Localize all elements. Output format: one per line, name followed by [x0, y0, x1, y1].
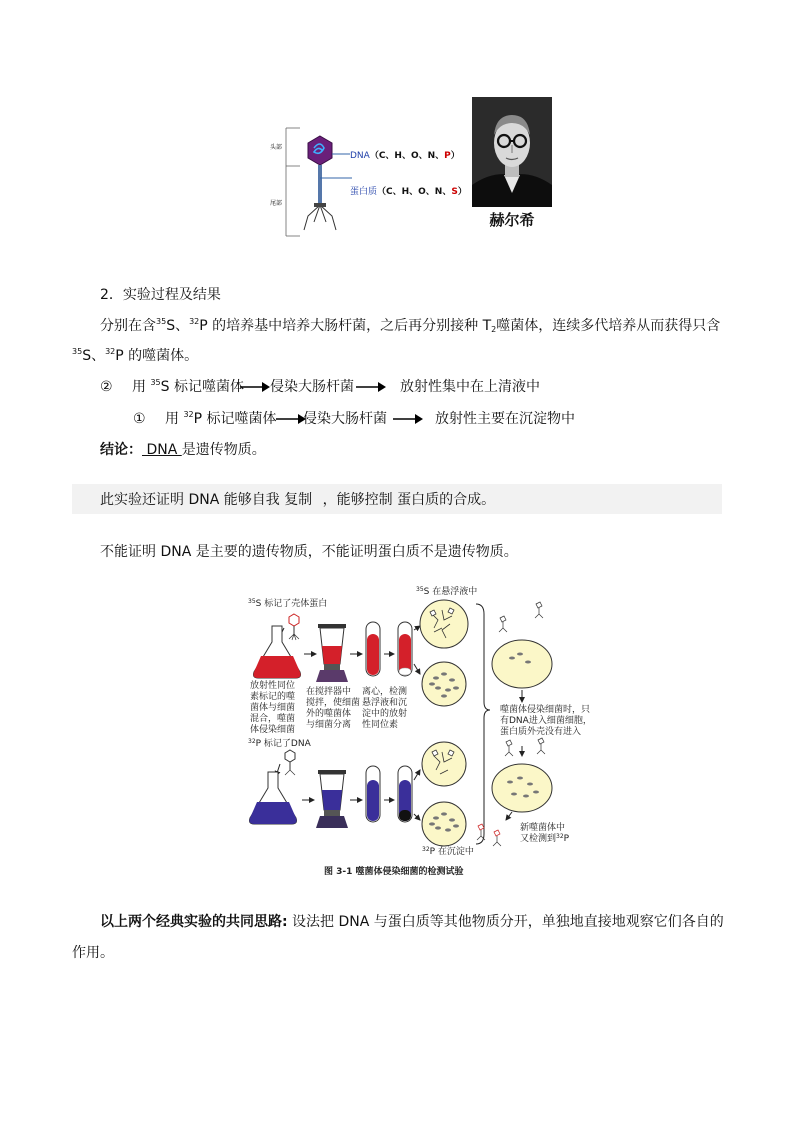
- intro-line-2: [72, 346, 198, 366]
- arrow-right-icon: [276, 413, 306, 425]
- blender-s35: [316, 624, 348, 682]
- intro-text-c: 噬菌体，连续多代培养从而获得只含: [496, 318, 721, 334]
- new-phage-text: 新噬菌体中 又检测到$^{32}$P: [520, 823, 570, 844]
- phage-structure-illustration: [270, 118, 470, 242]
- right-phages-top: [499, 602, 543, 632]
- note-a: 此实验还证明 DNA 能够自我: [100, 492, 280, 508]
- isotope-35-b: 35: [72, 347, 83, 356]
- conclusion-rest: 是遗传物质。: [181, 442, 266, 458]
- dna-composition: [350, 148, 460, 161]
- final-line-2: 作用。: [72, 945, 114, 961]
- tail-label: 尾部: [270, 200, 283, 207]
- step-label: [165, 409, 277, 429]
- tube-p32-b: [398, 766, 412, 822]
- step-result: 放射性集中在上清液中: [400, 379, 540, 395]
- step-iso: S 标记噬菌体: [160, 379, 244, 395]
- s35-label: $^{35}$S 标记了壳体蛋白: [248, 598, 328, 609]
- note-blank-1: 复制: [284, 492, 313, 508]
- step-iso: P 标记噬菌体: [193, 411, 277, 427]
- section-heading: 2．实验过程及结果: [100, 287, 221, 303]
- intro-line2-end: P 的噬菌体。: [115, 348, 199, 364]
- p32-sediment-label: $^{32}$P 在沉淀中: [422, 846, 474, 857]
- protein-highlight: S: [451, 187, 458, 197]
- step-row-p32: [133, 409, 733, 429]
- step-marker: ②: [100, 379, 113, 395]
- step-pre: 用: [165, 411, 179, 427]
- phage-icon: [289, 614, 299, 640]
- intro-s: S、: [166, 318, 190, 334]
- step-marker: ①: [133, 411, 146, 427]
- flask-p32: [250, 772, 297, 824]
- note-c: 的合成。: [439, 492, 496, 508]
- final-label: 以上两个经典实验的共同思路:: [100, 914, 288, 930]
- tube-p32-a: [366, 766, 380, 822]
- conclusion-blank: DNA: [142, 442, 182, 458]
- supernatant-circle-s35: [420, 600, 468, 648]
- t2-subscript: 2: [491, 325, 497, 334]
- intro-s-b: S、: [82, 348, 106, 364]
- phage-diagram: [270, 118, 470, 242]
- lysed-bacterium: [492, 764, 552, 812]
- intro-text-b: P 的培养基中培养大肠杆菌，之后再分别接种 T: [199, 318, 492, 334]
- step-result: 放射性主要在沉淀物中: [435, 411, 575, 427]
- hershey-portrait: [472, 97, 552, 233]
- protein-label: 蛋白质: [350, 187, 378, 197]
- step-iso-sup: 32: [183, 410, 194, 419]
- final-line-1: [100, 912, 724, 932]
- sediment-circle-p32: [422, 802, 466, 846]
- isotope-32-b: 32: [105, 347, 116, 356]
- blender-text: 在搅拌器中 搅拌，使细菌 外的噬菌体 与细菌分离: [306, 687, 361, 730]
- portrait-caption: 赫尔希: [489, 211, 535, 229]
- s35-supernatant-label: $^{35}$S 在悬浮液中: [416, 586, 478, 597]
- note-b: ，能够控制: [322, 492, 393, 508]
- isotope-35: 35: [156, 317, 167, 326]
- protein-close: ）: [457, 187, 467, 197]
- arrow-right-icon: [393, 413, 423, 425]
- conclusion: [100, 440, 266, 460]
- tube-s35-a: [366, 622, 380, 676]
- dna-close: ）: [450, 151, 460, 161]
- step-mid: 侵染大肠杆菌: [303, 411, 387, 427]
- conclusion-label: 结论：: [100, 442, 142, 458]
- arrow-right-icon: [240, 381, 270, 393]
- tube-s35-b: [398, 622, 412, 676]
- dna-label: DNA: [350, 151, 370, 161]
- dna-highlight: P: [444, 151, 451, 161]
- head-label: 头部: [270, 144, 283, 151]
- limitation-text: 不能证明 DNA 是主要的遗传物质，不能证明蛋白质不是遗传物质。: [100, 544, 518, 560]
- arrow-right-icon: [356, 381, 386, 393]
- note-blank-2: 蛋白质: [397, 492, 440, 508]
- infection-text: 噬菌体侵染细菌时，只 有DNA进入细菌细胞， 蛋白质外壳没有进入: [500, 705, 592, 737]
- step-row-s35: [100, 377, 720, 397]
- p32-label: $^{32}$P 标记了DNA: [248, 738, 311, 749]
- protein-elements: （C、H、O、N、: [377, 187, 452, 197]
- centrifuge-text: 离心，检测 悬浮液和沉 淀中的放射 性同位素: [362, 687, 408, 730]
- protein-composition: [350, 184, 467, 197]
- blender-p32: [316, 770, 348, 828]
- supernatant-circle-p32: [422, 742, 466, 786]
- flask-s35: [254, 626, 301, 678]
- sediment-circle-s35: [422, 662, 466, 706]
- final-text-1: 设法把 DNA 与蛋白质等其他物质分开，单独地直接地观察它们各自的: [287, 914, 724, 930]
- step-label: [132, 377, 244, 397]
- portrait-photo: [472, 97, 552, 207]
- phage-icon: [285, 750, 295, 775]
- note-text: [100, 490, 495, 510]
- infected-bacterium: [492, 640, 552, 688]
- step-mid: 侵染大肠杆菌: [270, 379, 354, 395]
- right-phages-bottom: [505, 738, 545, 756]
- isotope-32: 32: [189, 317, 200, 326]
- step-iso-sup: 35: [150, 378, 161, 387]
- dna-elements: （C、H、O、N、: [369, 151, 445, 161]
- mix-text: 放射性同位 素标记的噬 菌体与细菌 混合，噬菌 体侵染细菌: [250, 681, 296, 735]
- intro-text-a: 分别在含: [100, 318, 156, 334]
- experiment-figure: [244, 584, 592, 880]
- intro-line-1: [100, 316, 720, 336]
- step-pre: 用: [132, 379, 146, 395]
- figure-caption: 图 3-1 噬菌体侵染细菌的检测试验: [324, 867, 464, 877]
